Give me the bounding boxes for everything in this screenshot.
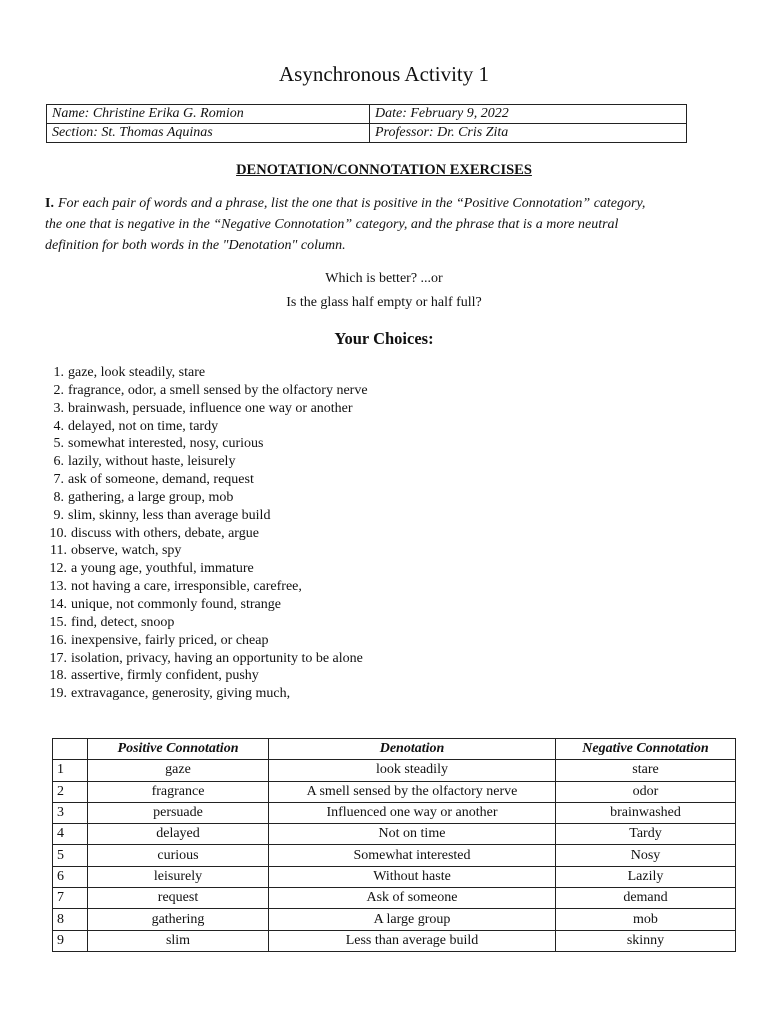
- table-cell-negative: stare: [556, 760, 736, 781]
- table-row: [53, 909, 736, 930]
- table-cell-index: 2: [53, 781, 88, 802]
- section-cell: Section: St. Thomas Aquinas: [47, 124, 370, 143]
- list-item-text: somewhat interested, nosy, curious: [68, 436, 264, 452]
- connotation-table: [52, 738, 736, 952]
- table-cell-positive: gathering: [88, 909, 269, 930]
- table-cell-positive: persuade: [88, 802, 269, 823]
- list-item-text: ask of someone, demand, request: [68, 472, 254, 488]
- instructions-line-1: For each pair of words and a phrase, list the one that is positive in the “Positive Connotation” category,: [57, 196, 646, 211]
- question-line-2: Is the glass half empty or half full?: [286, 295, 482, 310]
- instructions-numeral: I.: [45, 196, 54, 211]
- list-item-text: gathering, a large group, mob: [68, 489, 234, 505]
- list-item-number: 8.: [53, 489, 64, 505]
- table-header-positive: Positive Connotation: [88, 739, 269, 760]
- table-header-denotation: Denotation: [269, 739, 556, 760]
- table-header-row: [53, 739, 736, 760]
- table-cell-positive: slim: [88, 930, 269, 951]
- table-cell-index: 8: [53, 909, 88, 930]
- table-cell-negative: odor: [556, 781, 736, 802]
- table-row: [53, 760, 736, 781]
- instructions-line-2: the one that is negative in the “Negative Connotation” category, and the phrase that is a more neutral: [45, 217, 619, 232]
- list-item-number: 3.: [53, 400, 64, 416]
- table-header-negative: Negative Connotation: [556, 739, 736, 760]
- list-item-text: observe, watch, spy: [71, 543, 182, 559]
- table-cell-denotation: A smell sensed by the olfactory nerve: [269, 781, 556, 802]
- list-item-text: fragrance, odor, a smell sensed by the olfactory nerve: [68, 382, 368, 398]
- list-item-number: 6.: [53, 454, 64, 470]
- list-item-text: not having a care, irresponsible, carefree,: [71, 579, 302, 595]
- list-item-text: gaze, look steadily, stare: [68, 365, 206, 380]
- instructions: [45, 193, 705, 256]
- list-item-text: find, detect, snoop: [71, 614, 175, 630]
- instructions-line-3: definition for both words in the "Denotation" column.: [45, 238, 346, 253]
- date-cell: Date: February 9, 2022: [370, 105, 687, 124]
- table-cell-denotation: Not on time: [269, 824, 556, 845]
- list-item-number: 9.: [53, 507, 64, 523]
- table-cell-denotation: Less than average build: [269, 930, 556, 951]
- student-info-table: [46, 104, 687, 143]
- table-header-index: [53, 739, 88, 760]
- table-row: [53, 888, 736, 909]
- list-item-number: 7.: [53, 472, 64, 488]
- list-item-number: 19.: [49, 686, 67, 702]
- list-item-number: 5.: [53, 436, 64, 452]
- table-cell-negative: Lazily: [556, 866, 736, 887]
- list-item-number: 13.: [49, 579, 67, 595]
- table-cell-negative: Nosy: [556, 845, 736, 866]
- list-item-number: 2.: [53, 382, 64, 398]
- table-cell-index: 4: [53, 824, 88, 845]
- list-item-text: extravagance, generosity, giving much,: [71, 686, 291, 702]
- list-item-text: unique, not commonly found, strange: [71, 596, 281, 612]
- table-cell-negative: mob: [556, 909, 736, 930]
- table-cell-negative: demand: [556, 888, 736, 909]
- table-cell-positive: curious: [88, 845, 269, 866]
- list-item-text: isolation, privacy, having an opportunity to be alone: [71, 650, 363, 666]
- table-cell-negative: Tardy: [556, 824, 736, 845]
- list-item-number: 16.: [49, 632, 67, 648]
- list-item-text: delayed, not on time, tardy: [68, 418, 219, 434]
- list-item-text: assertive, firmly confident, pushy: [71, 668, 259, 684]
- list-item-number: 12.: [49, 561, 67, 577]
- list-item-number: 15.: [49, 614, 67, 630]
- list-item-number: 1.: [53, 365, 64, 380]
- list-item-text: inexpensive, fairly priced, or cheap: [71, 632, 269, 648]
- table-row: [53, 781, 736, 802]
- table-cell-index: 7: [53, 888, 88, 909]
- table-row: [53, 824, 736, 845]
- table-row: [53, 845, 736, 866]
- table-cell-denotation: look steadily: [269, 760, 556, 781]
- table-cell-denotation: A large group: [269, 909, 556, 930]
- table-row: [53, 866, 736, 887]
- table-cell-positive: fragrance: [88, 781, 269, 802]
- table-cell-index: 1: [53, 760, 88, 781]
- table-cell-index: 9: [53, 930, 88, 951]
- table-cell-index: 3: [53, 802, 88, 823]
- list-item-text: brainwash, persuade, influence one way or another: [68, 400, 353, 416]
- table-cell-negative: brainwashed: [556, 802, 736, 823]
- list-item-number: 4.: [53, 418, 64, 434]
- table-cell-positive: leisurely: [88, 866, 269, 887]
- list-item-text: discuss with others, debate, argue: [71, 525, 259, 541]
- table-cell-positive: request: [88, 888, 269, 909]
- list-item-text: a young age, youthful, immature: [71, 561, 254, 577]
- list-item-number: 17.: [49, 650, 67, 666]
- table-cell-negative: skinny: [556, 930, 736, 951]
- list-item-number: 10.: [49, 525, 67, 541]
- table-row: [53, 930, 736, 951]
- professor-cell: Professor: Dr. Cris Zita: [370, 124, 687, 143]
- table-cell-denotation: Without haste: [269, 866, 556, 887]
- table-cell-positive: gaze: [88, 760, 269, 781]
- name-cell: Name: Christine Erika G. Romion: [47, 105, 370, 124]
- question-line-1: Which is better? ...or: [325, 271, 443, 286]
- table-cell-denotation: Ask of someone: [269, 888, 556, 909]
- list-item-number: 14.: [49, 596, 67, 612]
- table-row: [53, 802, 736, 823]
- table-cell-positive: delayed: [88, 824, 269, 845]
- list-item-text: slim, skinny, less than average build: [68, 507, 271, 523]
- list-item-number: 18.: [49, 668, 67, 684]
- table-cell-denotation: Somewhat interested: [269, 845, 556, 866]
- list-item-text: lazily, without haste, leisurely: [68, 454, 236, 470]
- table-cell-index: 6: [53, 866, 88, 887]
- table-cell-index: 5: [53, 845, 88, 866]
- list-item-number: 11.: [50, 543, 67, 559]
- section-heading: DENOTATION/CONNOTATION EXERCISES: [236, 162, 532, 178]
- choices-heading: Your Choices:: [334, 329, 434, 348]
- page-title: Asynchronous Activity 1: [279, 62, 489, 86]
- table-cell-denotation: Influenced one way or another: [269, 802, 556, 823]
